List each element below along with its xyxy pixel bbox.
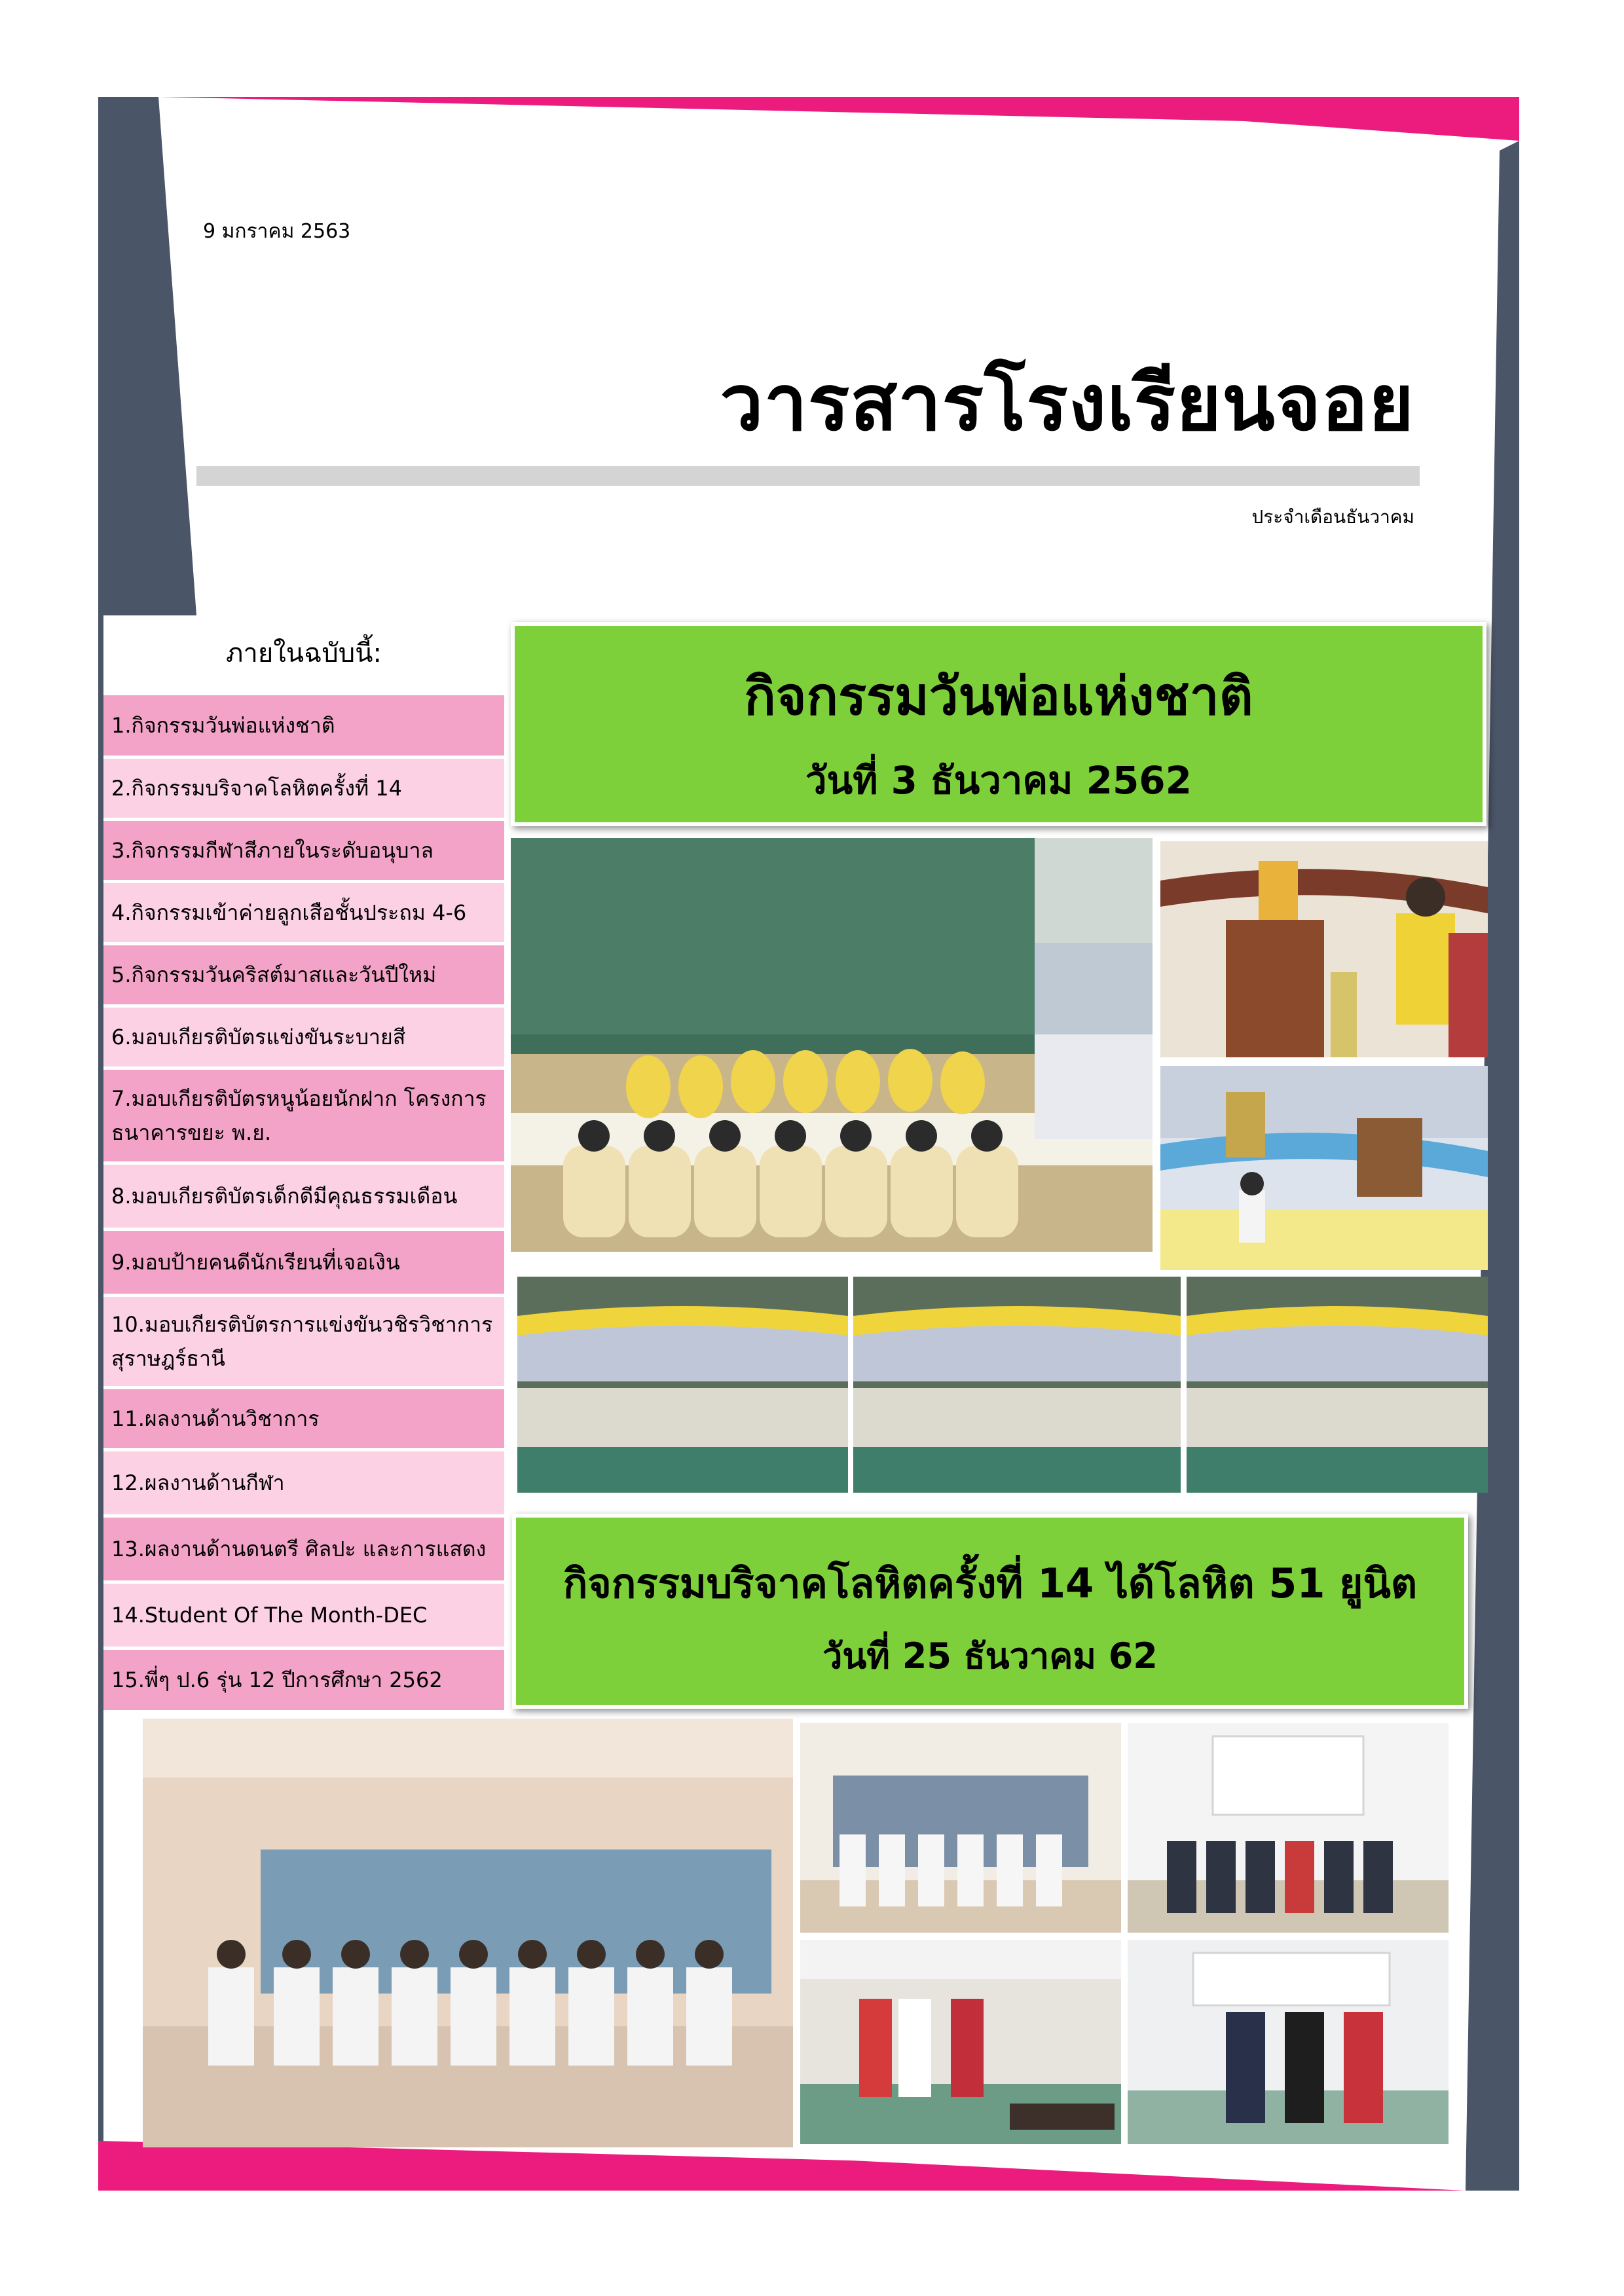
toc-item: 9.มอบป้ายคนดีนักเรียนที่เจอเงิน [103, 1231, 504, 1294]
toc-item: 12.ผลงานด้านกีฬา [103, 1451, 504, 1514]
fathers-day-date: วันที่ 3 ธันวาคม 2562 [805, 758, 1192, 803]
blood-donation-banner [512, 1514, 1468, 1709]
toc-item: 11.ผลงานด้านวิชาการ [103, 1389, 504, 1448]
toc-item: 10.มอบเกียรติบัตรการแข่งขันวชิรวิชาการสุราษฎร์ธานี [103, 1297, 504, 1386]
left-slate-strip [98, 97, 196, 615]
toc-item: 13.ผลงานด้านดนตรี ศิลปะ และการแสดง [103, 1518, 504, 1580]
bottom-pink-band [98, 2141, 1466, 2191]
issue-month: ประจำเดือนธันวาคม [1251, 506, 1414, 528]
toc-heading: ภายในฉบับนี้: [226, 638, 382, 668]
photo-group-3 [1187, 1277, 1488, 1493]
toc-item: 1.กิจกรรมวันพ่อแห่งชาติ [103, 695, 504, 756]
page-title: วารสารโรงเรียนจอย [720, 357, 1414, 448]
photo-group-1 [517, 1277, 848, 1493]
photo-shrine-ceremony [1160, 841, 1488, 1057]
toc-item: 2.กิจกรรมบริจาคโลหิตครั้งที่ 14 [103, 759, 504, 818]
photo-donation-beds [800, 1940, 1121, 2144]
photo-donation-group-2 [800, 1723, 1121, 1933]
toc-item: 3.กิจกรรมกีฬาสีภายในระดับอนุบาล [103, 821, 504, 880]
photo-dancers-gym [511, 838, 1153, 1252]
title-rule [196, 466, 1420, 486]
photo-donation-staff [1128, 1940, 1449, 2144]
top-pink-band [158, 97, 1519, 141]
photo-speech-podium [1160, 1066, 1488, 1270]
fathers-day-title: กิจกรรมวันพ่อแห่งชาติ [744, 666, 1253, 727]
toc-list [103, 695, 504, 1713]
toc-item: 14.Student Of The Month-DEC [103, 1584, 504, 1647]
blood-donation-date: วันที่ 25 ธันวาคม 62 [822, 1635, 1158, 1677]
blood-donation-title: กิจกรรมบริจาคโลหิตครั้งที่ 14 ได้โลหิต 51 ยูนิต [563, 1559, 1418, 1607]
toc-item: 7.มอบเกียรติบัตรหนูน้อยนักฝาก โครงการธนาคารขยะ พ.ย. [103, 1070, 504, 1161]
issue-date: 9 มกราคม 2563 [203, 220, 351, 243]
toc-item: 4.กิจกรรมเข้าค่ายลูกเสือชั้นประถม 4-6 [103, 883, 504, 942]
toc-item: 5.กิจกรรมวันคริสต์มาสและวันปีใหม่ [103, 945, 504, 1004]
toc-item: 8.มอบเกียรติบัตรเด็กดีมีคุณธรรมเดือน [103, 1165, 504, 1228]
toc-item: 6.มอบเกียรติบัตรแข่งขันระบายสี [103, 1008, 504, 1066]
fathers-day-banner [511, 622, 1486, 826]
left-slate-edge [98, 615, 103, 2191]
photo-group-2 [853, 1277, 1181, 1493]
toc-item: 15.พี่ๆ ป.6 รุ่น 12 ปีการศึกษา 2562 [103, 1650, 504, 1710]
photo-donation-group-3 [1128, 1723, 1449, 1933]
photo-donation-group-hall [143, 1719, 793, 2147]
